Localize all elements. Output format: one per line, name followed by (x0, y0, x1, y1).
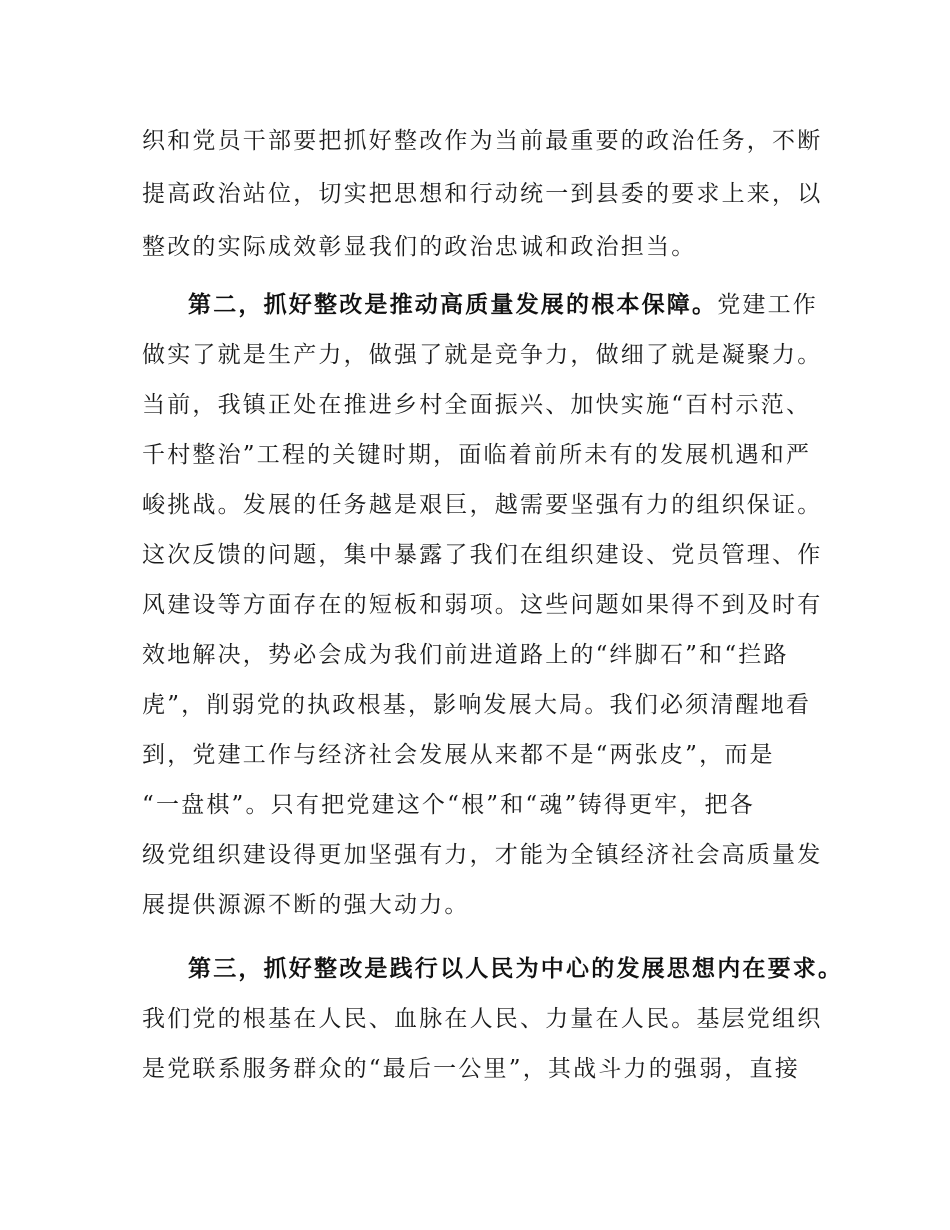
paragraph-1-line-3: 整改的实际成效彰显我们的政治忠诚和政治担当。 (142, 234, 697, 260)
paragraph-2-line-7: 风建设等方面存在的短板和弱项。这些问题如果得不到及时有 (142, 592, 823, 618)
paragraph-3-line-3: 是党联系服务群众的“最后一公里”，其战斗力的强弱，直接 (142, 1056, 800, 1082)
paragraph-2-line-10: 到，党建工作与经济社会发展从来都不是“两张皮”，而是 (142, 742, 775, 768)
paragraph-2-lead: 第二，抓好整改是推动高质量发展的根本保障。 (188, 292, 718, 318)
paragraph-3-line-2: 我们党的根基在人民、血脉在人民、力量在人民。基层党组织 (142, 1006, 823, 1032)
paragraph-2-line-5: 峻挑战。发展的任务越是艰巨，越需要坚强有力的组织保证。 (142, 492, 823, 518)
paragraph-2-line-4: 千村整治”工程的关键时期，面临着前所未有的发展机遇和严 (142, 442, 812, 468)
paragraph-1-line-1: 织和党员干部要把抓好整改作为当前最重要的政治任务，不断 (142, 128, 823, 154)
paragraph-2-line-11: “一盘棋”。只有把党建这个“根”和“魂”铸得更牢，把各 (142, 792, 755, 818)
paragraph-3-lead: 第三，抓好整改是践行以人民为中心的发展思想内在要求。 (188, 956, 844, 982)
paragraph-2-line-12: 级党组织建设得更加坚强有力，才能为全镇经济社会高质量发 (142, 842, 823, 868)
paragraph-2-line-1 (188, 290, 818, 320)
paragraph-1-line-2: 提高政治站位，切实把思想和行动统一到县委的要求上来，以 (142, 181, 823, 207)
paragraph-2-line-2: 做实了就是生产力，做强了就是竞争力，做细了就是凝聚力。 (142, 342, 823, 368)
paragraph-2-line-13: 展提供源源不断的强大动力。 (142, 892, 470, 918)
paragraph-2-line-3: 当前，我镇正处在推进乡村全面振兴、加快实施“百村示范、 (142, 392, 812, 418)
paragraph-2-first-line-rest: 党建工作 (717, 292, 819, 318)
paragraph-2-line-6: 这次反馈的问题，集中暴露了我们在组织建设、党员管理、作 (142, 542, 823, 568)
paragraph-2-line-8: 效地解决，势必会成为我们前进道路上的“绊脚石”和“拦路 (142, 642, 789, 668)
paragraph-2-line-9: 虎”，削弱党的执政根基，影响发展大局。我们必须清醒地看 (142, 692, 812, 718)
